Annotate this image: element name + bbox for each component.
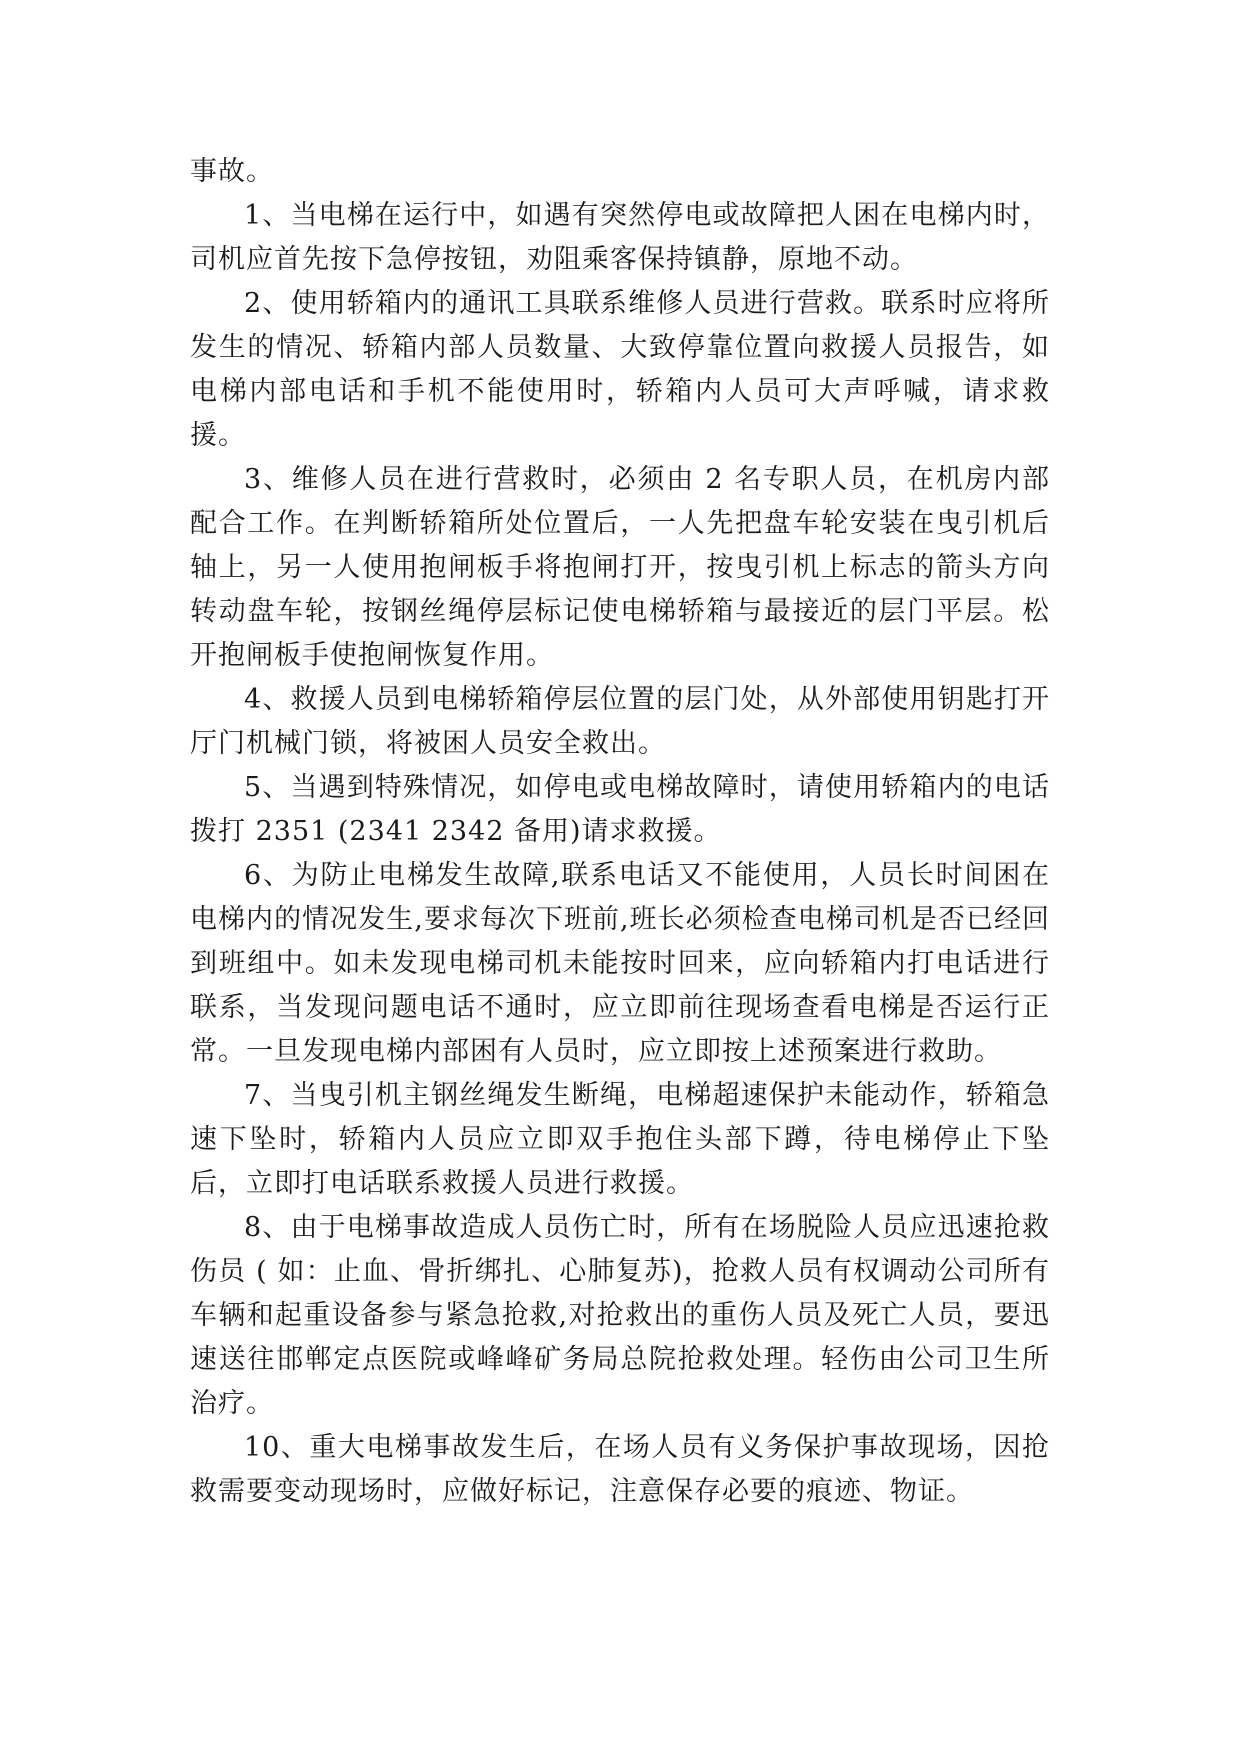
paragraph-item-1: 1、当电梯在运行中，如遇有突然停电或故障把人困在电梯内时，司机应首先按下急停按钮，劝阻乘客保持镇静，原地不动。 <box>190 200 1050 275</box>
paragraph-item-7: 7、当曳引机主钢丝绳发生断绳，电梯超速保护未能动作，轿箱急速下坠时，轿箱内人员应立即双手抱住头部下蹲，待电梯停止下坠后，立即打电话联系救援人员进行救援。 <box>190 1080 1050 1199</box>
paragraph-item-5: 5、当遇到特殊情况，如停电或电梯故障时，请使用轿箱内的电话拨打 2351 (2341 2342 备用)请求救援。 <box>190 772 1050 847</box>
paragraph-item-8: 8、由于电梯事故造成人员伤亡时，所有在场脱险人员应迅速抢救伤员 ( 如：止血、骨折绑扎、心肺复苏)，抢救人员有权调动公司所有车辆和起重设备参与紧急抢救,对抢救出的重伤人员及死亡人员，要迅速送往邯郸定点医院或峰峰矿务局总院抢救处理。轻伤由公司卫生所治疗。 <box>190 1212 1050 1419</box>
document-body <box>190 150 1050 1514</box>
paragraph-item-10: 10、重大电梯事故发生后，在场人员有义务保护事故现场，因抢救需要变动现场时，应做好标记，注意保存必要的痕迹、物证。 <box>190 1432 1050 1507</box>
paragraph-item-3: 3、维修人员在进行营救时，必须由 2 名专职人员，在机房内部配合工作。在判断轿箱所处位置后，一人先把盘车轮安装在曳引机后轴上，另一人使用抱闸板手将抱闸打开，按曳引机上标志的箭头方向转动盘车轮，按钢丝绳停层标记使电梯轿箱与最接近的层门平层。松开抱闸板手使抱闸恢复作用。 <box>190 464 1050 671</box>
paragraph-item-2: 2、使用轿箱内的通讯工具联系维修人员进行营救。联系时应将所发生的情况、轿箱内部人员数量、大致停靠位置向救援人员报告，如电梯内部电话和手机不能使用时，轿箱内人员可大声呼喊，请求救援。 <box>190 288 1050 451</box>
paragraph-continuation: 事故。 <box>190 156 274 187</box>
paragraph-item-4: 4、救援人员到电梯轿箱停层位置的层门处，从外部使用钥匙打开厅门机械门锁，将被困人员安全救出。 <box>190 684 1050 759</box>
paragraph-item-6: 6、为防止电梯发生故障,联系电话又不能使用，人员长时间困在电梯内的情况发生,要求每次下班前,班长必须检查电梯司机是否已经回到班组中。如未发现电梯司机未能按时回来，应向轿箱内打电话进行联系，当发现问题电话不通时，应立即前往现场查看电梯是否运行正常。一旦发现电梯内部困有人员时，应立即按上述预案进行救助。 <box>190 860 1050 1067</box>
